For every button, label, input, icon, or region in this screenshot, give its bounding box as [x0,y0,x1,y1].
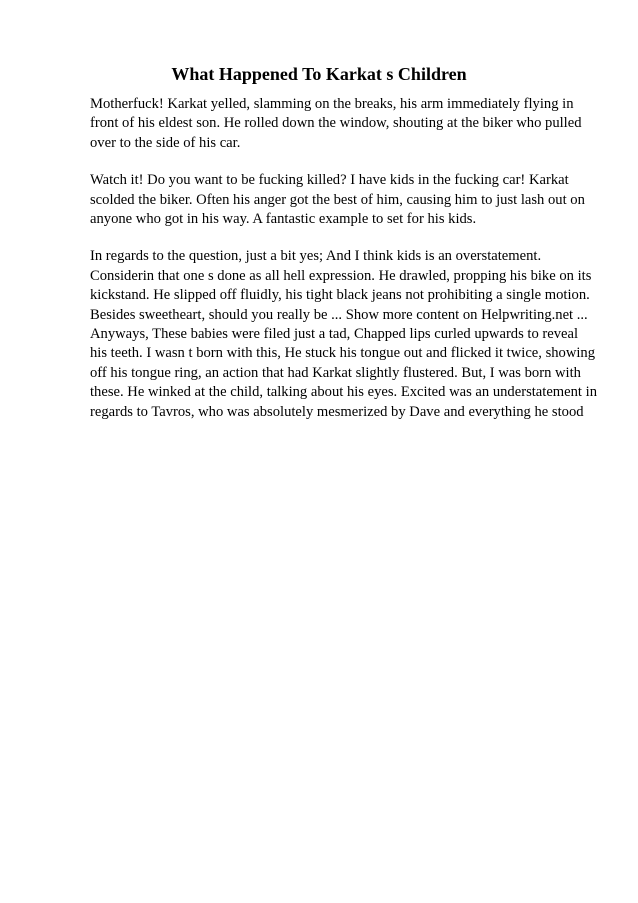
paragraph-3: In regards to the question, just a bit yes; And I think kids is an overstatement. Considerin that one s done as all hell expression. He drawled, propping his bike on its kickstand. He slipped off fluidly, his tight black jeans not prohibiting a single motion. Besides sweetheart, should you really be ... Show more content on Helpwriting.net ... [90,248,592,323]
paragraph-1: Motherfuck! Karkat yelled, slamming on the breaks, his arm immediately flying in front of his eldest son. He rolled down the window, shouting at the biker who pulled over to the side of his car. [90,96,582,151]
paragraph-4: Anyways, These babies were filed just a tad, Chapped lips curled upwards to reveal his teeth. I wasn t born with this, He stuck his tongue out and flicked it twice, showing off his tongue ring, an action that had Karkat slightly flustered. But, I was born with these. He winked at the child, talking about his eyes. Excited was an understatement in regards to Tavros, who was absolutely mesmerized by Dave and everything he stood [90,326,597,420]
paragraph-spacer [90,229,598,247]
paragraph-2: Watch it! Do you want to be fucking killed? I have kids in the fucking car! Karkat scolded the biker. Often his anger got the best of him, causing him to just lash out on anyone who got in his way. A fantastic example to set for his kids. [90,172,585,228]
paragraph-spacer [90,153,598,171]
document-title: What Happened To Karkat s Children [171,64,467,84]
